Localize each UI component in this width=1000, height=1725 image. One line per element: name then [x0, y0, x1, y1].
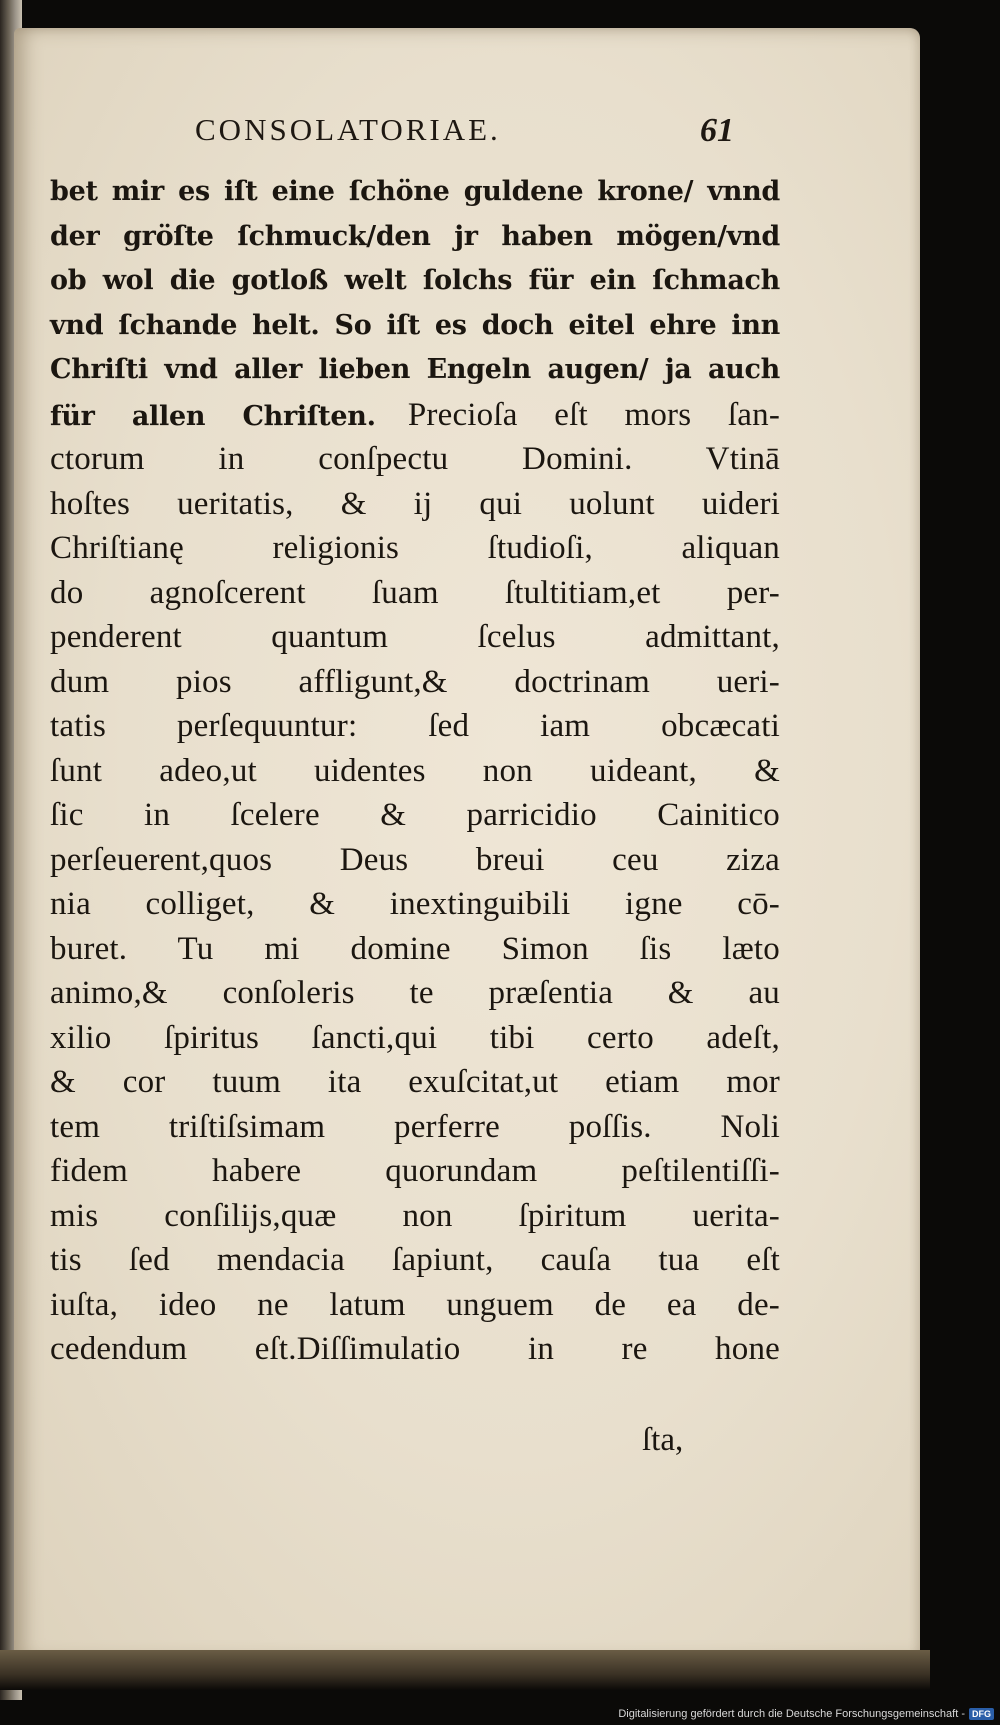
- text-line: do agnoſcerent ſuam ſtultitiam,et per-: [50, 574, 780, 611]
- text-line: [50, 393, 780, 438]
- text-line: ctorum in conſpectu Domini. Vtinā: [50, 441, 780, 477]
- text-line: cedendum eſt.Diſſimulatio in re hone: [50, 1331, 780, 1367]
- text-line: xilio ſpiritus ſancti,qui tibi certo adeſt,: [50, 1019, 780, 1056]
- text-line: tatis perſequuntur: ſed iam obcæcati: [50, 708, 780, 744]
- text-line: hoſtes ueritatis, & ij qui uolunt uideri: [50, 485, 780, 522]
- text-line: perſeuerent,quos Deus breui ceu ziza: [50, 841, 780, 878]
- text-line: buret. Tu mi domine Simon ſis læto: [50, 930, 780, 967]
- text-line: tem triſtiſsimam perferre poſſis. Noli: [50, 1108, 780, 1145]
- text-line: fidem habere quorundam peſtilentiſſi-: [50, 1153, 780, 1189]
- page-number: 61: [700, 112, 734, 149]
- text-line-roman-part: Precioſa eſt mors ſan-: [407, 396, 781, 433]
- text-line: animo,& conſoleris te præſentia & au: [50, 975, 780, 1011]
- text-line: dum pios affligunt,& doctrinam ueri-: [50, 663, 780, 700]
- book-bottom-edge: [0, 1650, 930, 1690]
- credit-text: Digitalisierung gefördert durch die Deutsche Forschungsgemeinschaft -: [618, 1708, 965, 1720]
- text-line: ob wol die gotloß welt ſolchs für ein ſchmach: [50, 265, 780, 296]
- text-line: penderent quantum ſcelus admittant,: [50, 619, 780, 655]
- text-line: vnd ſchande helt. So iſt es doch eitel ehre inn: [50, 309, 780, 341]
- running-title: CONSOLATORIAE.: [195, 112, 501, 147]
- dfg-logo: DFG: [969, 1708, 994, 1720]
- text-line: der gröſte ſchmuck/den jr haben mögen/vnd: [50, 220, 780, 252]
- text-line: mis conſilijs,quæ non ſpiritum uerita-: [50, 1197, 780, 1234]
- text-line: Chriſtianę religionis ſtudioſi, aliquan: [50, 530, 780, 566]
- text-line: ſic in ſcelere & parricidio Cainitico: [50, 797, 780, 833]
- text-line-gothic-part: für allen Chriſten.: [50, 400, 376, 432]
- text-line: & cor tuum ita exuſcitat,ut etiam mor: [50, 1064, 780, 1100]
- text-line: tis ſed mendacia ſapiunt, cauſa tua eſt: [50, 1242, 780, 1278]
- text-line: nia colliget, & inextinguibili igne cō-: [50, 886, 780, 922]
- text-block: [50, 170, 780, 1372]
- text-line: Chriſti vnd aller lieben Engeln augen/ ja auch: [50, 354, 780, 385]
- text-line: ſunt adeo,ut uidentes non uideant, &: [50, 752, 780, 789]
- text-line: iuſta, ideo ne latum unguem de ea de-: [50, 1286, 780, 1323]
- digitization-credit: [618, 1706, 994, 1722]
- text-line: bet mir es iſt eine ſchöne guldene krone/ vnnd: [50, 176, 780, 207]
- catchword: ſta,: [642, 1422, 684, 1458]
- running-head: [0, 112, 1000, 162]
